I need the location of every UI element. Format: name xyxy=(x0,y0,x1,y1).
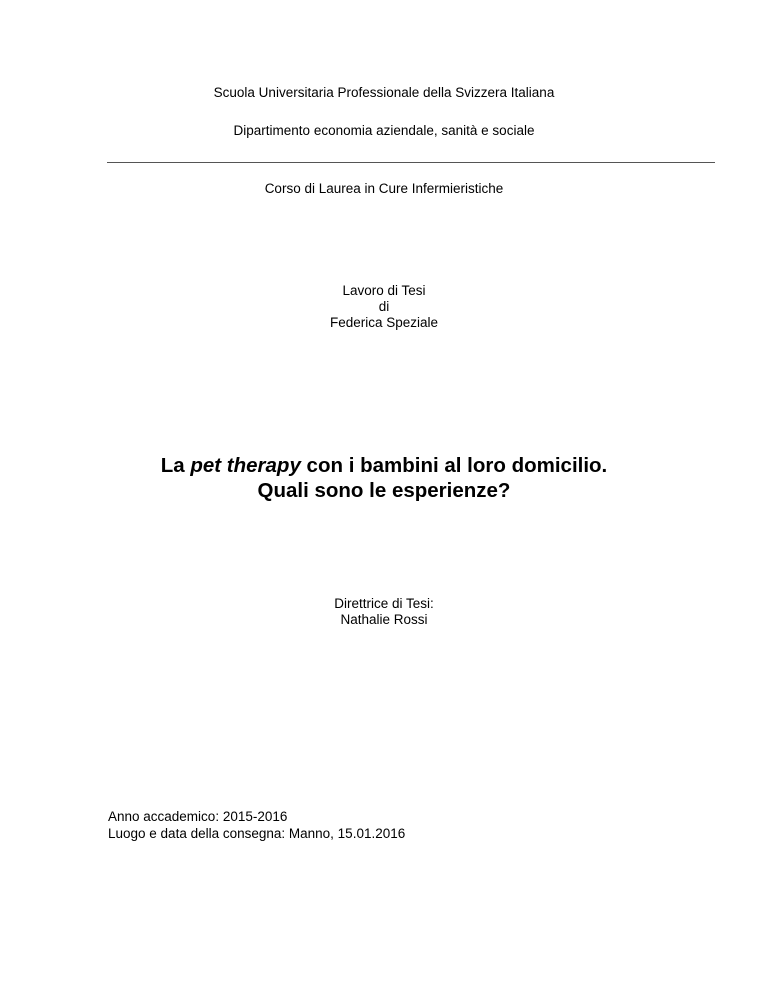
title-prefix: La xyxy=(160,454,191,477)
thesis-by-label: di xyxy=(378,299,390,314)
horizontal-divider xyxy=(107,162,715,163)
supervisor-label: Direttrice di Tesi: xyxy=(334,596,434,611)
title-suffix: con i bambini al loro domicilio. xyxy=(300,454,608,477)
thesis-title xyxy=(0,453,768,503)
academic-year: Anno accademico: 2015-2016 xyxy=(108,809,288,824)
title-italic-term: pet therapy xyxy=(190,454,301,477)
thesis-title-line2: Quali sono le esperienze? xyxy=(257,479,511,502)
author-name: Federica Speziale xyxy=(329,315,439,330)
course-name: Corso di Laurea in Cure Infermieristiche xyxy=(264,181,504,196)
school-name: Scuola Universitaria Professionale della Svizzera Italiana xyxy=(213,85,555,100)
thesis-author-block xyxy=(0,283,768,331)
footer-info xyxy=(108,808,405,842)
thesis-label: Lavoro di Tesi xyxy=(342,283,426,298)
department-name: Dipartimento economia aziendale, sanità e sociale xyxy=(233,123,535,138)
thesis-title-line1 xyxy=(0,453,768,478)
supervisor-block xyxy=(0,596,768,628)
delivery-place-date: Luogo e data della consegna: Manno, 15.01.2016 xyxy=(108,826,406,841)
supervisor-name: Nathalie Rossi xyxy=(340,612,428,627)
